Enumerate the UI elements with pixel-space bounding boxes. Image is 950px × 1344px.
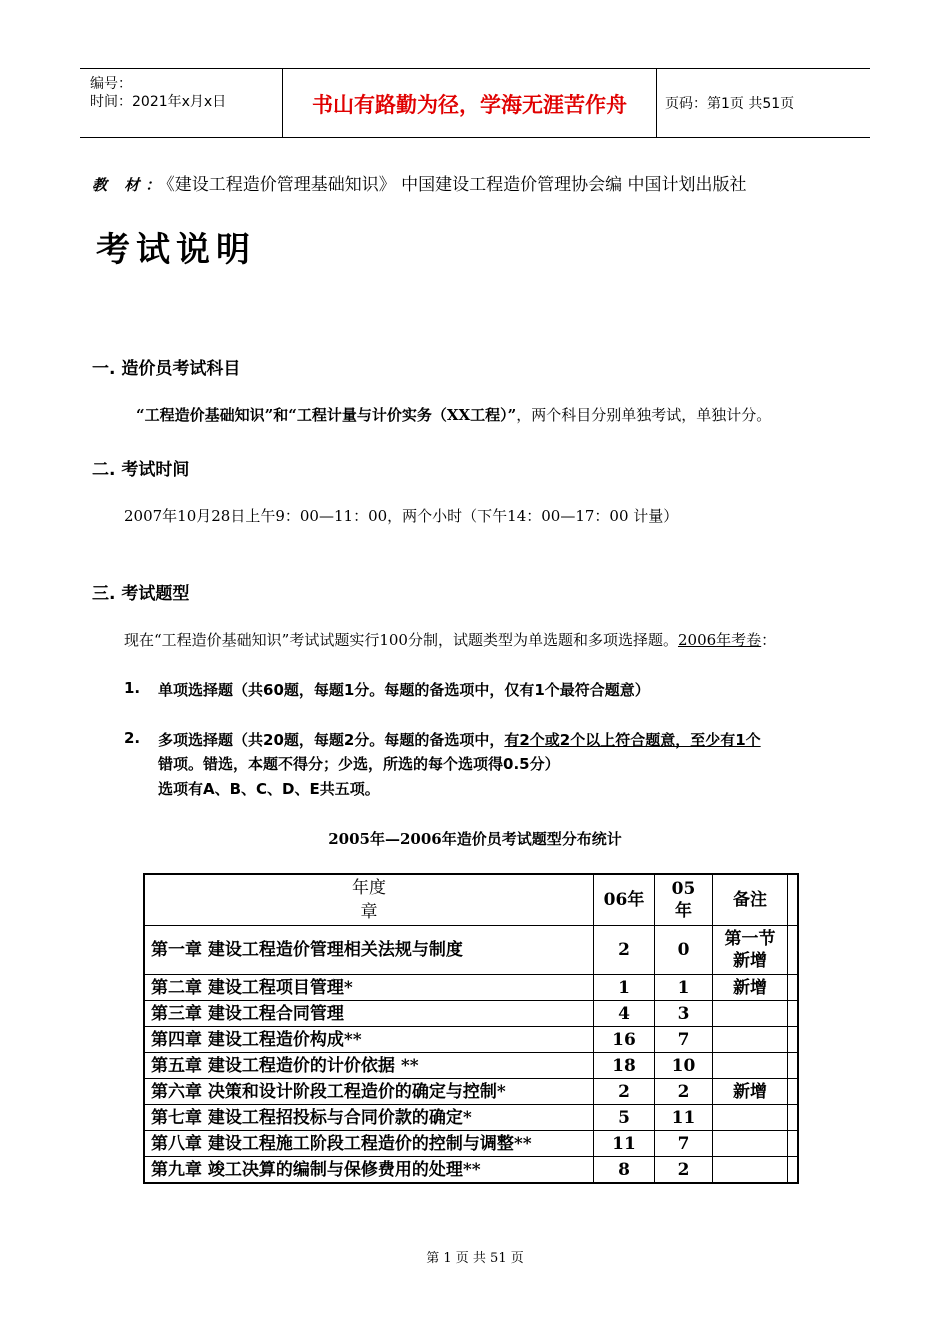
count-06-cell: 16 — [594, 1027, 655, 1053]
list-item — [0, 679, 950, 701]
table-header-row — [144, 874, 798, 926]
document-header — [80, 68, 870, 138]
header-remark: 备注 — [713, 874, 788, 926]
chapter-cell: 第八章 建设工程施工阶段工程造价的控制与调整** — [144, 1131, 594, 1157]
types-intro — [124, 629, 776, 650]
header-meta-cell — [80, 69, 282, 137]
subjects-bold: “工程造价基础知识”和“工程计量与计价实务（XX工程）” — [136, 406, 517, 424]
remark-cell: 新增 — [713, 975, 788, 1001]
list-number: 1. — [124, 679, 141, 697]
page-footer: 第 1 页 共 51 页 — [426, 1251, 524, 1266]
table-row — [144, 1105, 798, 1131]
table-row — [144, 1157, 798, 1184]
header-06: 06年 — [594, 874, 655, 926]
count-06-cell: 1 — [594, 975, 655, 1001]
remark-cell — [713, 1053, 788, 1079]
table-caption: 2005年—2006年造价员考试题型分布统计 — [328, 830, 622, 848]
single-choice-desc: 单项选择题（共60题，每题1分。每题的备选项中，仅有1个最符合题意） — [158, 681, 650, 699]
count-06-cell: 18 — [594, 1053, 655, 1079]
remark-cell: 第一节 新增 — [713, 926, 788, 975]
count-06-cell: 5 — [594, 1105, 655, 1131]
count-05-cell: 10 — [655, 1053, 713, 1079]
count-06-cell: 8 — [594, 1157, 655, 1184]
table-row — [144, 1079, 798, 1105]
count-06-cell: 11 — [594, 1131, 655, 1157]
multi-choice-desc-line1: 多项选择题（共20题，每题2分。每题的备选项中，有2个或2个以上符合题意，至少有1个 — [158, 731, 761, 749]
remark-cell — [713, 1027, 788, 1053]
header-page-cell — [655, 69, 870, 137]
chapter-cell: 第三章 建设工程合同管理 — [144, 1001, 594, 1027]
section-heading-types: 三. 考试题型 — [92, 584, 190, 604]
table-row — [144, 1001, 798, 1027]
blank-cell — [788, 1157, 799, 1184]
table-row — [144, 975, 798, 1001]
chapter-cell: 第四章 建设工程造价构成** — [144, 1027, 594, 1053]
count-05-cell: 7 — [655, 1131, 713, 1157]
blank-cell — [788, 926, 799, 975]
count-05-cell: 1 — [655, 975, 713, 1001]
section-heading-time: 二. 考试时间 — [92, 460, 190, 480]
chapter-cell: 第二章 建设工程项目管理* — [144, 975, 594, 1001]
remark-cell — [713, 1157, 788, 1184]
remark-cell: 新增 — [713, 1079, 788, 1105]
table-row — [144, 1053, 798, 1079]
count-05-cell: 7 — [655, 1027, 713, 1053]
count-05-cell: 2 — [655, 1079, 713, 1105]
header-motto-cell — [282, 69, 657, 137]
chapter-cell: 第七章 建设工程招投标与合同价款的确定* — [144, 1105, 594, 1131]
time-label: 时间：2021年x月x日 — [90, 94, 227, 110]
blank-cell — [788, 1027, 799, 1053]
remark-cell — [713, 1131, 788, 1157]
remark-cell — [713, 1105, 788, 1131]
blank-cell — [788, 1001, 799, 1027]
exam-2006-link[interactable]: 2006年考卷 — [677, 631, 762, 649]
header-05: 05 年 — [655, 874, 713, 926]
table-row — [144, 1131, 798, 1157]
section-subjects-text — [136, 404, 771, 425]
multi-choice-underlined: 有2个或2个以上符合题意，至少有1个 — [504, 731, 761, 749]
types-intro-text: 现在“工程造价基础知识”考试试题实行100分制，试题类型为单选题和多项选择题。 — [124, 631, 678, 649]
motto-text: 书山有路勤为径，学海无涯苦作舟 — [312, 93, 627, 117]
list-number: 2. — [124, 729, 141, 747]
chapter-cell: 第五章 建设工程造价的计价依据 ** — [144, 1053, 594, 1079]
blank-cell — [788, 874, 799, 926]
textbook-text: 《建设工程造价管理基础知识》 中国建设工程造价管理协会编 中国计划出版社 — [166, 175, 747, 195]
count-06-cell: 2 — [594, 1079, 655, 1105]
blank-cell — [788, 1053, 799, 1079]
blank-cell — [788, 1079, 799, 1105]
table-row — [144, 926, 798, 975]
page-info: 页码：第1页 共51页 — [665, 96, 795, 112]
exam-time-text: 2007年10月28日上午9：00—11：00，两个小时（下午14：00—17：00 计量） — [124, 507, 679, 525]
serial-label: 编号： — [90, 76, 132, 92]
options-desc: 选项有A、B、C、D、E共五项。 — [158, 780, 380, 798]
count-06-cell: 4 — [594, 1001, 655, 1027]
chapter-cell: 第六章 决策和设计阶段工程造价的确定与控制* — [144, 1079, 594, 1105]
count-05-cell: 0 — [655, 926, 713, 975]
count-06-cell: 2 — [594, 926, 655, 975]
count-05-cell: 2 — [655, 1157, 713, 1184]
count-05-cell: 11 — [655, 1105, 713, 1131]
list-item — [0, 729, 950, 799]
chapter-cell: 第九章 竣工决算的编制与保修费用的处理** — [144, 1157, 594, 1184]
section-heading-subjects: 一. 造价员考试科目 — [92, 359, 241, 379]
blank-cell — [788, 1105, 799, 1131]
textbook-label: 教 材： — [92, 176, 167, 194]
distribution-table — [143, 873, 799, 1184]
blank-cell — [788, 1131, 799, 1157]
chapter-cell: 第一章 建设工程造价管理相关法规与制度 — [144, 926, 594, 975]
remark-cell — [713, 1001, 788, 1027]
count-05-cell: 3 — [655, 1001, 713, 1027]
textbook-line — [92, 170, 747, 195]
types-intro-end: ： — [761, 631, 777, 649]
header-year-chapter: 年度 章 — [144, 874, 594, 926]
subjects-rest: ，两个科目分别单独考试，单独计分。 — [516, 406, 772, 424]
blank-cell — [788, 975, 799, 1001]
page-title: 考试说明 — [96, 230, 256, 270]
multi-choice-desc-line2: 错项。错选，本题不得分；少选，所选的每个选项得0.5分） — [158, 755, 560, 773]
table-row — [144, 1027, 798, 1053]
